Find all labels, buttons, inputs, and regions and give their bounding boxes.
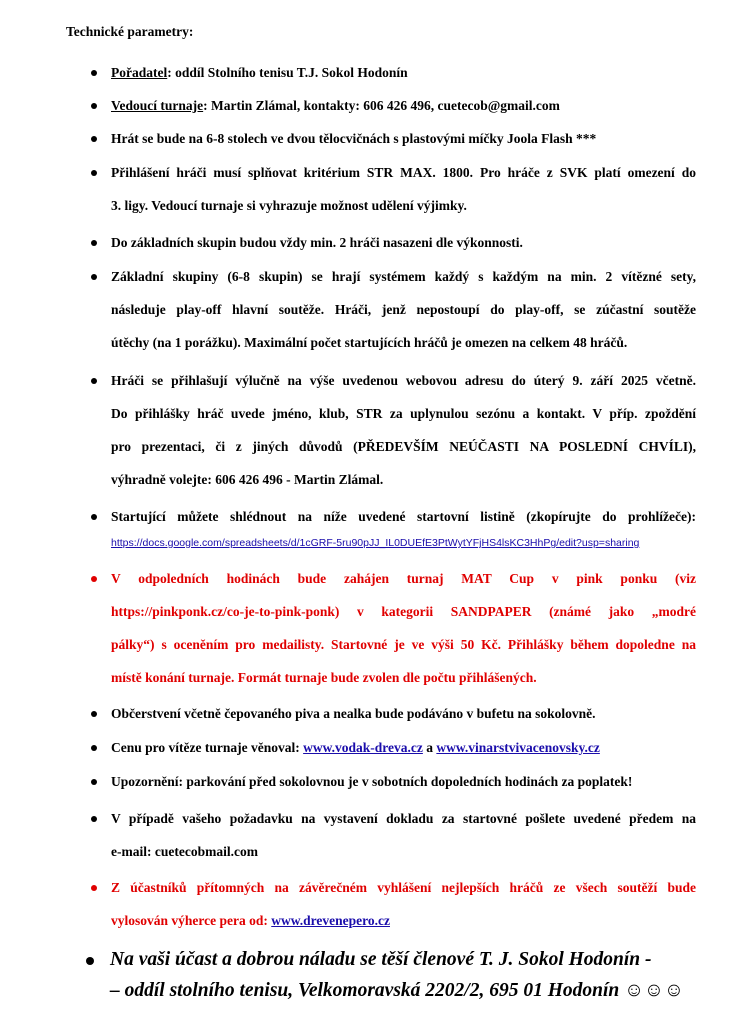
bullet-icon (91, 576, 97, 582)
item-text-line: následuje play-off hlavní soutěže. Hráči, jenž nepostoupí do play-off, se zúčastní soutěže (111, 302, 696, 317)
item-text-line: V odpoledních hodinách bude zahájen turnaj MAT Cup v pink ponku (viz (111, 571, 696, 586)
bullet-icon (91, 240, 97, 246)
item-text-line: Do přihlášky hráč uvede jméno, klub, STR za uplynulou sezónu a kontakt. V příp. zpoždění (111, 406, 696, 421)
bullet-icon (91, 779, 97, 785)
bullet-icon (91, 745, 97, 751)
bullet-icon (91, 816, 97, 822)
section-heading: Technické parametry: (66, 24, 194, 39)
bullet-icon (91, 274, 97, 280)
item-text-line: Startující můžete shlédnout na níže uvedené startovní listině (zkopírujte do prohlížeče): (111, 509, 696, 524)
item-text-line: Přihlášení hráči musí splňovat kritérium STR MAX. 1800. Pro hráče z SVK platí omezení do (111, 165, 696, 180)
closing-line-1: Na vaši účast a dobrou náladu se těší členové T. J. Sokol Hodonín - (110, 949, 652, 970)
closing-line-2: – oddíl stolního tenisu, Velkomoravská 2202/2, 695 01 Hodonín ☺☺☺ (110, 980, 684, 1001)
item-text-line: Základní skupiny (6-8 skupin) se hrají systémem každý s každým na min. 2 vítězné sety, (111, 269, 696, 284)
sponsor-text: Cenu pro vítěze turnaje věnoval: (111, 740, 304, 755)
bullet-icon (91, 70, 97, 76)
item-text-line: pálky“) s oceněním pro medailisty. Startovné je ve výši 50 Kč. Přihlášky během dopoledne na (111, 637, 696, 652)
leader-value: : Martin Zlámal, kontakty: 606 426 496, cuetecob@gmail.com (203, 98, 560, 113)
item-text-line: e-mail: cuetecobmail.com (111, 844, 258, 859)
item-text-line: 3. ligy. Vedoucí turnaje si vyhrazuje možnost udělení výjimky. (111, 198, 467, 213)
item-text: Upozornění: parkování před sokolovnou je v sobotních dopoledních hodinách za poplatek! (111, 774, 633, 789)
bullet-icon (91, 170, 97, 176)
bullet-icon (91, 378, 97, 384)
vinarstvi-link[interactable]: www.vinarstvivacenovsky.cz (436, 740, 600, 755)
leader-label: Vedoucí turnaje (111, 98, 204, 113)
start-list-link[interactable]: https://docs.google.com/spreadsheets/d/1cGRF-5ru90pJJ_IL0DUEfE3PtWytYFjHS4lsKC3HhPg/edit?usp=sharing (111, 537, 640, 549)
item-text-line: výhradně volejte: 606 426 496 - Martin Zlámal. (111, 472, 384, 487)
bullet-icon (91, 136, 97, 142)
item-text-line: pro prezentaci, či z jiných důvodů (PŘEDEVŠÍM NEÚČASTI NA POSLEDNÍ CHVÍLI), (111, 439, 696, 454)
item-text-line: Z účastníků přítomných na závěrečném vyhlášení nejlepších hráčů ze všech soutěží bude (111, 880, 696, 895)
item-text: Občerstvení včetně čepovaného piva a nealka bude podáváno v bufetu na sokolovně. (111, 706, 596, 721)
bullet-icon (91, 514, 97, 520)
item-text-line: místě konání turnaje. Formát turnaje bude zvolen dle počtu přihlášených. (111, 670, 537, 685)
item-text-line: Hráči se přihlašují výlučně na výše uvedenou webovou adresu do úterý 9. září 2025 včetně. (111, 373, 696, 388)
item-text-line: vylosován výherce pera od: (111, 913, 272, 928)
item-text: Hrát se bude na 6-8 stolech ve dvou tělocvičnách s plastovými míčky Joola Flash *** (111, 131, 597, 146)
bullet-icon (86, 957, 94, 965)
bullet-icon (91, 711, 97, 717)
item-text: Do základních skupin budou vždy min. 2 hráči nasazeni dle výkonnosti. (111, 235, 523, 250)
bullet-icon (91, 885, 97, 891)
bullet-icon (91, 103, 97, 109)
conjunction-text: a (422, 740, 437, 755)
item-text-line: https://pinkponk.cz/co-je-to-pink-ponk) v kategorii SANDPAPER (známé jako „modré (111, 604, 696, 619)
drevenepero-link[interactable]: www.drevenepero.cz (271, 913, 390, 928)
organizer-label: Pořadatel (111, 65, 168, 80)
item-text-line: V případě vašeho požadavku na vystavení dokladu za startovné pošlete uvedené předem na (111, 811, 696, 826)
item-text-line: útěchy (na 1 porážku). Maximální počet startujících hráčů je omezen na celkem 48 hráčů. (111, 335, 628, 350)
organizer-value: : oddíl Stolního tenisu T.J. Sokol Hodonín (167, 65, 408, 80)
vodak-dreva-link[interactable]: www.vodak-dreva.cz (303, 740, 423, 755)
